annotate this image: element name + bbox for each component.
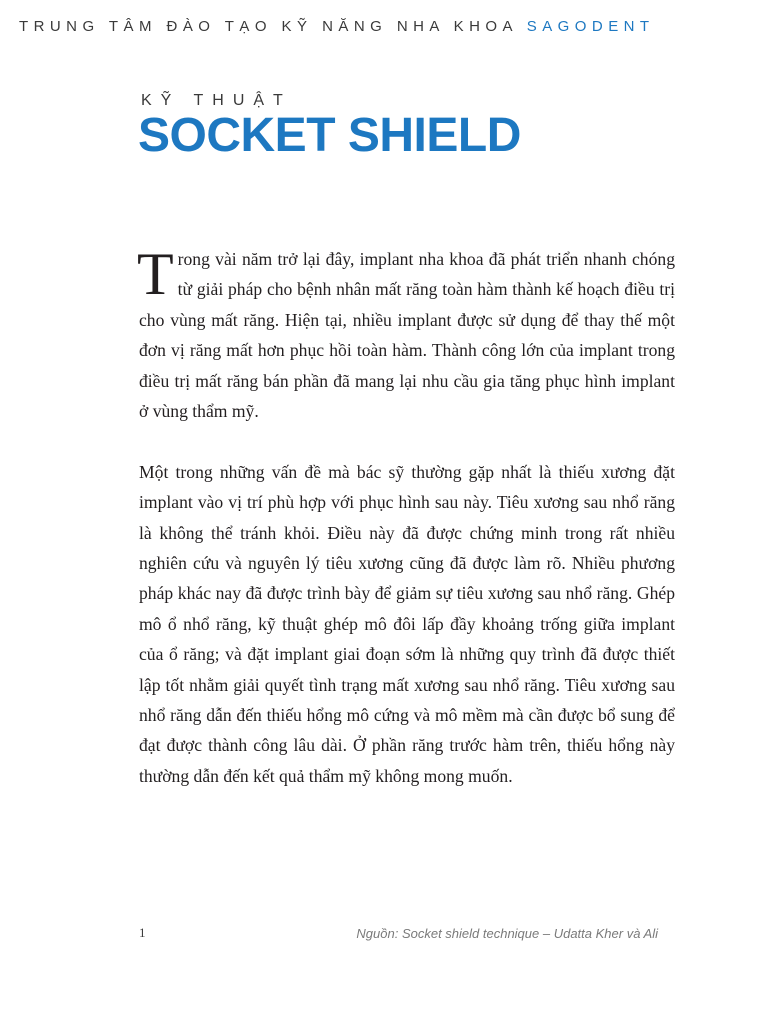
drop-cap: T [137,241,174,307]
page-header [19,18,754,35]
paragraph-1-text: rong vài năm trở lại đây, implant nha khoa đã phát triển nhanh chóng từ giải pháp cho bệnh nhân mất răng toàn hàm thành kế hoạch điều trị cho vùng mất răng. Hiện tại, nhiều implant được sử dụng để thay thế một đơn vị răng mất hơn phục hồi toàn hàm. Thành công lớn của implant trong điều trị mất răng bán phần đã mang lại nhu cầu gia tăng phục hình implant ở vùng thẩm mỹ. [139,249,675,422]
header-brand: SAGODENT [526,18,655,35]
article-body [137,241,675,822]
source-citation: Nguồn: Socket shield technique – Udatta Kher và Ali [356,926,658,941]
article-kicker: KỸ THUẬT [141,92,292,109]
article-title: SOCKET SHIELD [138,109,521,162]
paragraph-1 [137,241,675,426]
header-organization: TRUNG TÂM ĐÀO TẠO KỸ NĂNG NHA KHOA [19,18,518,35]
page-number: 1 [139,925,146,940]
paragraph-2: Một trong những vấn đề mà bác sỹ thường gặp nhất là thiếu xương đặt implant vào vị trí phù hợp với phục hình sau này. Tiêu xương sau nhổ răng là không thể tránh khỏi. Điều này đã được chứng minh trong rất nhiều nghiên cứu và nguyên lý tiêu xương cũng đã được làm rõ. Nhiều phương pháp khác nay đã được trình bày để giảm sự tiêu xương sau nhổ răng. Ghép mô ổ nhổ răng, kỹ thuật ghép mô đôi lấp đầy khoảng trống giữa implant của ổ răng; và đặt implant giai đoạn sớm là những quy trình đã được thiết lập tốt nhằm giải quyết tình trạng mất xương sau nhổ răng. Tiêu xương sau nhổ răng dẫn đến thiếu hổng mô cứng và mô mềm mà cần được bổ sung để đạt được thành công lâu dài. Ở phần răng trước hàm trên, thiếu hổng này thường dẫn đến kết quả thẩm mỹ không mong muốn. [139,461,675,786]
